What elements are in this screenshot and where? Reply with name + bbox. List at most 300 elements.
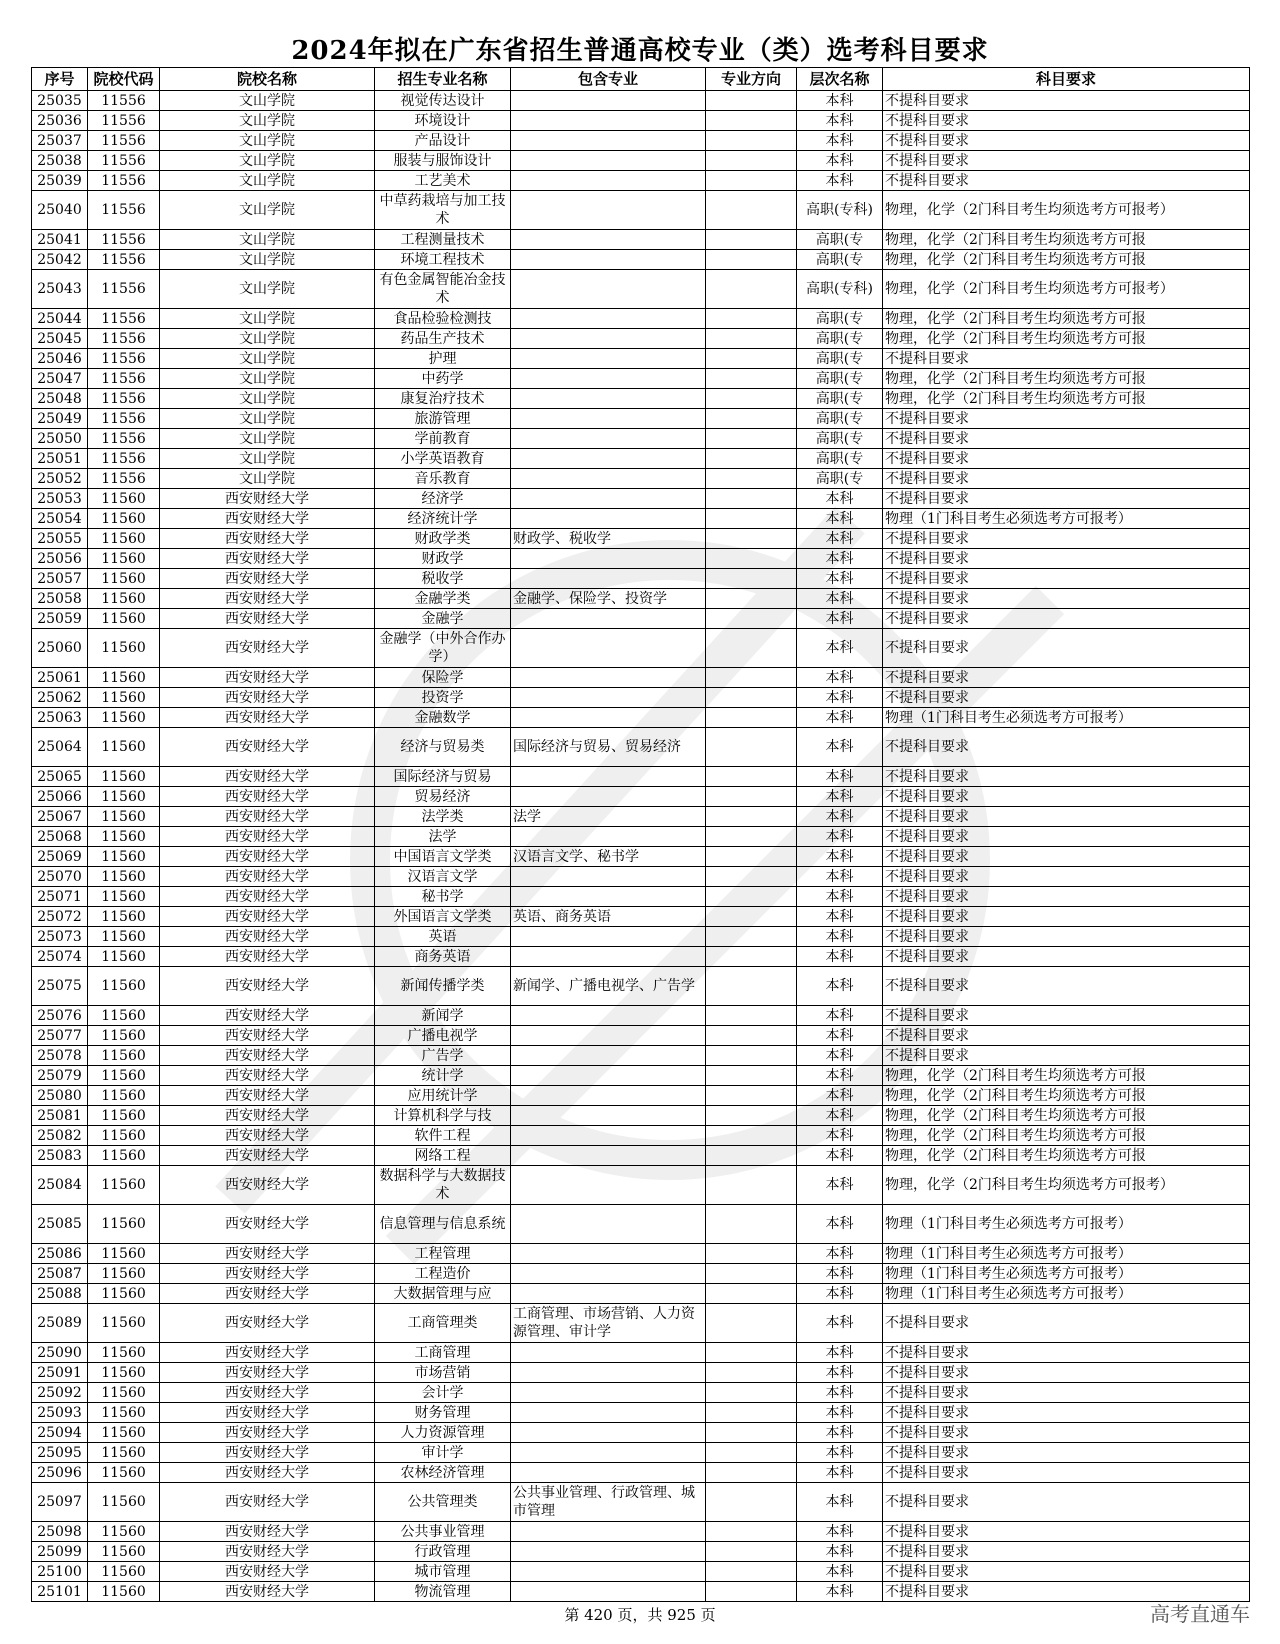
- col-included-majors-cell: [511, 1542, 706, 1562]
- col-level-cell: 本科: [797, 1363, 883, 1383]
- col-seq-cell: 25037: [32, 131, 88, 151]
- col-school-name-cell: 西安财经大学: [160, 489, 375, 509]
- col-school-code-cell: 11560: [88, 489, 160, 509]
- table-row: [32, 1304, 1250, 1343]
- col-school-name-cell: 文山学院: [160, 429, 375, 449]
- col-school-name-cell: 西安财经大学: [160, 1284, 375, 1304]
- col-seq-cell: 25064: [32, 728, 88, 767]
- col-included-majors-cell: [511, 250, 706, 270]
- col-direction-cell: [706, 767, 797, 787]
- col-subject-req-cell: 物理，化学（2门科目考生均须选考方可报: [883, 369, 1250, 389]
- col-school-name-cell: 文山学院: [160, 369, 375, 389]
- col-level-header: 层次名称: [797, 68, 883, 91]
- col-school-name-cell: 西安财经大学: [160, 1363, 375, 1383]
- col-subject-req-cell: 物理，化学（2门科目考生均须选考方可报考）: [883, 191, 1250, 230]
- col-school-code-cell: 11560: [88, 569, 160, 589]
- col-school-name-cell: 西安财经大学: [160, 887, 375, 907]
- col-school-code-cell: 11556: [88, 151, 160, 171]
- col-direction-cell: [706, 449, 797, 469]
- col-included-majors-cell: [511, 1582, 706, 1602]
- table-row: [32, 767, 1250, 787]
- table-row: [32, 967, 1250, 1006]
- col-direction-cell: [706, 1582, 797, 1602]
- table-header-row: [32, 68, 1250, 91]
- col-subject-req-cell: 不提科目要求: [883, 1423, 1250, 1443]
- col-direction-cell: [706, 389, 797, 409]
- col-school-code-cell: 11560: [88, 1522, 160, 1542]
- col-school-code-cell: 11560: [88, 1423, 160, 1443]
- col-direction-cell: [706, 1304, 797, 1343]
- col-school-code-cell: 11556: [88, 91, 160, 111]
- col-included-majors-cell: 英语、商务英语: [511, 907, 706, 927]
- col-seq-cell: 25043: [32, 270, 88, 309]
- col-direction-cell: [706, 609, 797, 629]
- col-school-code-cell: 11560: [88, 629, 160, 668]
- col-school-code-cell: 11560: [88, 927, 160, 947]
- col-major-name-cell: 工商管理: [375, 1343, 511, 1363]
- col-seq-cell: 25039: [32, 171, 88, 191]
- table-row: [32, 807, 1250, 827]
- col-included-majors-cell: [511, 1126, 706, 1146]
- table-row: [32, 1542, 1250, 1562]
- col-school-code-cell: 11560: [88, 668, 160, 688]
- col-school-name-cell: 西安财经大学: [160, 787, 375, 807]
- col-seq-cell: 25038: [32, 151, 88, 171]
- col-school-code-cell: 11560: [88, 589, 160, 609]
- col-school-name-cell: 文山学院: [160, 111, 375, 131]
- col-included-majors-header: 包含专业: [511, 68, 706, 91]
- col-included-majors-cell: [511, 111, 706, 131]
- col-school-name-cell: 西安财经大学: [160, 1304, 375, 1343]
- col-major-name-cell: 应用统计学: [375, 1086, 511, 1106]
- col-school-name-cell: 西安财经大学: [160, 767, 375, 787]
- table-row: [32, 1106, 1250, 1126]
- col-major-name-cell: 公共管理类: [375, 1483, 511, 1522]
- col-included-majors-cell: [511, 509, 706, 529]
- col-school-name-cell: 西安财经大学: [160, 927, 375, 947]
- col-school-code-header: 院校代码: [88, 68, 160, 91]
- col-seq-cell: 25088: [32, 1284, 88, 1304]
- col-seq-cell: 25074: [32, 947, 88, 967]
- page-title: 2024年拟在广东省招生普通高校专业（类）选考科目要求: [291, 36, 989, 66]
- col-direction-cell: [706, 589, 797, 609]
- col-school-code-cell: 11556: [88, 131, 160, 151]
- col-school-code-cell: 11556: [88, 250, 160, 270]
- col-major-name-cell: 软件工程: [375, 1126, 511, 1146]
- col-subject-req-cell: 不提科目要求: [883, 1403, 1250, 1423]
- col-direction-cell: [706, 1443, 797, 1463]
- col-included-majors-cell: 法学: [511, 807, 706, 827]
- col-major-name-cell: 物流管理: [375, 1582, 511, 1602]
- col-subject-req-cell: 不提科目要求: [883, 967, 1250, 1006]
- col-level-cell: 高职(专: [797, 309, 883, 329]
- col-school-code-cell: 11560: [88, 1006, 160, 1026]
- col-subject-req-cell: 物理（1门科目考生必须选考方可报考）: [883, 1264, 1250, 1284]
- col-included-majors-cell: 公共事业管理、行政管理、城市管理: [511, 1483, 706, 1522]
- col-seq-cell: 25050: [32, 429, 88, 449]
- col-school-name-cell: 文山学院: [160, 469, 375, 489]
- col-seq-cell: 25067: [32, 807, 88, 827]
- col-major-name-cell: 市场营销: [375, 1363, 511, 1383]
- col-direction-cell: [706, 230, 797, 250]
- col-major-name-cell: 药品生产技术: [375, 329, 511, 349]
- col-school-name-cell: 西安财经大学: [160, 1086, 375, 1106]
- col-seq-cell: 25036: [32, 111, 88, 131]
- col-school-name-cell: 文山学院: [160, 151, 375, 171]
- col-direction-cell: [706, 1086, 797, 1106]
- col-included-majors-cell: [511, 369, 706, 389]
- col-school-code-cell: 11560: [88, 688, 160, 708]
- col-included-majors-cell: [511, 1284, 706, 1304]
- col-subject-req-cell: 不提科目要求: [883, 1343, 1250, 1363]
- col-subject-req-cell: 不提科目要求: [883, 668, 1250, 688]
- col-level-cell: 本科: [797, 1284, 883, 1304]
- col-direction-cell: [706, 688, 797, 708]
- table-row: [32, 1522, 1250, 1542]
- table-row: [32, 329, 1250, 349]
- col-subject-req-cell: 物理，化学（2门科目考生均须选考方可报考）: [883, 270, 1250, 309]
- col-level-cell: 高职(专: [797, 469, 883, 489]
- col-major-name-cell: 新闻学: [375, 1006, 511, 1026]
- col-subject-req-cell: 不提科目要求: [883, 529, 1250, 549]
- col-included-majors-cell: [511, 429, 706, 449]
- col-level-cell: 本科: [797, 529, 883, 549]
- col-seq-cell: 25059: [32, 609, 88, 629]
- col-seq-cell: 25062: [32, 688, 88, 708]
- col-school-name-cell: 西安财经大学: [160, 807, 375, 827]
- col-seq-cell: 25100: [32, 1562, 88, 1582]
- col-level-cell: 高职(专: [797, 349, 883, 369]
- col-direction-cell: [706, 569, 797, 589]
- col-level-cell: 本科: [797, 1126, 883, 1146]
- col-subject-req-cell: 不提科目要求: [883, 489, 1250, 509]
- col-school-name-cell: 西安财经大学: [160, 1146, 375, 1166]
- col-direction-cell: [706, 887, 797, 907]
- col-school-code-cell: 11560: [88, 827, 160, 847]
- col-seq-cell: 25094: [32, 1423, 88, 1443]
- col-major-name-cell: 投资学: [375, 688, 511, 708]
- col-school-code-cell: 11560: [88, 1483, 160, 1522]
- col-major-name-cell: 工程测量技术: [375, 230, 511, 250]
- col-seq-cell: 25098: [32, 1522, 88, 1542]
- col-seq-cell: 25087: [32, 1264, 88, 1284]
- col-major-name-cell: 环境设计: [375, 111, 511, 131]
- col-school-code-cell: 11560: [88, 807, 160, 827]
- col-level-cell: 高职(专科): [797, 191, 883, 230]
- col-subject-req-cell: 不提科目要求: [883, 787, 1250, 807]
- col-included-majors-cell: 汉语言文学、秘书学: [511, 847, 706, 867]
- col-seq-cell: 25041: [32, 230, 88, 250]
- col-seq-cell: 25069: [32, 847, 88, 867]
- col-major-name-cell: 中药学: [375, 369, 511, 389]
- col-subject-req-cell: 不提科目要求: [883, 847, 1250, 867]
- col-level-cell: 本科: [797, 1304, 883, 1343]
- col-subject-req-cell: 不提科目要求: [883, 449, 1250, 469]
- col-direction-cell: [706, 489, 797, 509]
- col-school-code-cell: 11556: [88, 429, 160, 449]
- col-level-cell: 本科: [797, 1483, 883, 1522]
- table-row: [32, 171, 1250, 191]
- col-school-code-cell: 11560: [88, 1383, 160, 1403]
- col-included-majors-cell: [511, 270, 706, 309]
- table-row: [32, 787, 1250, 807]
- col-direction-cell: [706, 1284, 797, 1304]
- col-major-name-cell: 财政学类: [375, 529, 511, 549]
- col-level-cell: 本科: [797, 847, 883, 867]
- col-school-name-cell: 西安财经大学: [160, 549, 375, 569]
- col-school-name-cell: 文山学院: [160, 230, 375, 250]
- col-subject-req-cell: 物理，化学（2门科目考生均须选考方可报: [883, 1106, 1250, 1126]
- col-included-majors-cell: [511, 827, 706, 847]
- col-included-majors-cell: [511, 171, 706, 191]
- table-row: [32, 309, 1250, 329]
- table-row: [32, 509, 1250, 529]
- col-school-name-cell: 西安财经大学: [160, 1463, 375, 1483]
- col-major-name-cell: 行政管理: [375, 1542, 511, 1562]
- col-direction-cell: [706, 1046, 797, 1066]
- col-seq-cell: 25044: [32, 309, 88, 329]
- col-major-name-cell: 经济统计学: [375, 509, 511, 529]
- col-subject-req-cell: 物理，化学（2门科目考生均须选考方可报: [883, 1086, 1250, 1106]
- col-included-majors-cell: 财政学、税收学: [511, 529, 706, 549]
- col-subject-req-cell: 不提科目要求: [883, 947, 1250, 967]
- col-seq-cell: 25091: [32, 1363, 88, 1383]
- table-row: [32, 449, 1250, 469]
- col-level-cell: 本科: [797, 708, 883, 728]
- col-school-name-cell: 西安财经大学: [160, 728, 375, 767]
- col-direction-cell: [706, 469, 797, 489]
- col-major-name-cell: 保险学: [375, 668, 511, 688]
- col-school-code-cell: 11560: [88, 1066, 160, 1086]
- col-direction-cell: [706, 947, 797, 967]
- table-row: [32, 629, 1250, 668]
- col-level-cell: 本科: [797, 629, 883, 668]
- col-level-cell: 高职(专: [797, 369, 883, 389]
- col-major-name-cell: 工商管理类: [375, 1304, 511, 1343]
- col-school-code-cell: 11556: [88, 329, 160, 349]
- col-major-name-cell: 金融学（中外合作办学）: [375, 629, 511, 668]
- col-school-code-cell: 11560: [88, 767, 160, 787]
- col-subject-req-cell: 物理，化学（2门科目考生均须选考方可报: [883, 1066, 1250, 1086]
- col-school-code-cell: 11556: [88, 389, 160, 409]
- col-school-code-cell: 11556: [88, 309, 160, 329]
- col-direction-cell: [706, 329, 797, 349]
- col-direction-cell: [706, 529, 797, 549]
- col-included-majors-cell: [511, 1463, 706, 1483]
- col-seq-cell: 25082: [32, 1126, 88, 1146]
- table-row: [32, 907, 1250, 927]
- col-major-name-cell: 经济与贸易类: [375, 728, 511, 767]
- table-row: [32, 230, 1250, 250]
- col-subject-req-cell: 不提科目要求: [883, 469, 1250, 489]
- col-school-code-cell: 11560: [88, 1166, 160, 1205]
- table-row: [32, 1582, 1250, 1602]
- col-major-name-cell: 公共事业管理: [375, 1522, 511, 1542]
- col-subject-req-cell: 不提科目要求: [883, 1483, 1250, 1522]
- col-direction-cell: [706, 191, 797, 230]
- table-row: [32, 151, 1250, 171]
- col-school-name-cell: 西安财经大学: [160, 1026, 375, 1046]
- col-subject-req-cell: 不提科目要求: [883, 1463, 1250, 1483]
- col-school-name-cell: 西安财经大学: [160, 827, 375, 847]
- col-school-code-cell: 11556: [88, 469, 160, 489]
- col-direction-cell: [706, 1522, 797, 1542]
- col-major-name-cell: 金融学: [375, 609, 511, 629]
- col-major-name-cell: 英语: [375, 927, 511, 947]
- col-subject-req-cell: 不提科目要求: [883, 1522, 1250, 1542]
- col-school-name-cell: 西安财经大学: [160, 1383, 375, 1403]
- col-subject-req-cell: 不提科目要求: [883, 907, 1250, 927]
- col-major-name-cell: 服装与服饰设计: [375, 151, 511, 171]
- col-seq-cell: 25090: [32, 1343, 88, 1363]
- col-direction-cell: [706, 349, 797, 369]
- col-school-name-cell: 西安财经大学: [160, 847, 375, 867]
- table-row: [32, 867, 1250, 887]
- col-level-cell: 本科: [797, 1403, 883, 1423]
- col-major-name-cell: 统计学: [375, 1066, 511, 1086]
- col-school-name-cell: 西安财经大学: [160, 1264, 375, 1284]
- col-school-name-cell: 西安财经大学: [160, 1423, 375, 1443]
- col-seq-cell: 25099: [32, 1542, 88, 1562]
- col-direction-cell: [706, 1363, 797, 1383]
- col-seq-cell: 25086: [32, 1244, 88, 1264]
- col-direction-cell: [706, 1026, 797, 1046]
- col-school-code-cell: 11560: [88, 708, 160, 728]
- table-row: [32, 1166, 1250, 1205]
- col-school-name-cell: 文山学院: [160, 449, 375, 469]
- col-school-code-cell: 11560: [88, 1106, 160, 1126]
- col-direction-cell: [706, 131, 797, 151]
- col-school-code-cell: 11560: [88, 1463, 160, 1483]
- col-subject-req-cell: 物理（1门科目考生必须选考方可报考）: [883, 1244, 1250, 1264]
- col-level-cell: 高职(专: [797, 389, 883, 409]
- col-school-code-cell: 11556: [88, 111, 160, 131]
- table-row: [32, 369, 1250, 389]
- col-school-code-cell: 11560: [88, 529, 160, 549]
- col-included-majors-cell: [511, 1026, 706, 1046]
- col-school-code-cell: 11560: [88, 1403, 160, 1423]
- table-row: [32, 1244, 1250, 1264]
- col-school-name-cell: 文山学院: [160, 329, 375, 349]
- col-included-majors-cell: [511, 309, 706, 329]
- col-school-code-cell: 11556: [88, 191, 160, 230]
- col-major-name-cell: 人力资源管理: [375, 1423, 511, 1443]
- col-school-code-cell: 11560: [88, 1304, 160, 1343]
- col-major-name-cell: 工程管理: [375, 1244, 511, 1264]
- table-row: [32, 1403, 1250, 1423]
- col-subject-req-cell: 物理（1门科目考生必须选考方可报考）: [883, 509, 1250, 529]
- col-major-name-cell: 会计学: [375, 1383, 511, 1403]
- col-level-cell: 本科: [797, 489, 883, 509]
- col-school-code-cell: 11560: [88, 1443, 160, 1463]
- col-school-name-cell: 西安财经大学: [160, 629, 375, 668]
- col-school-code-cell: 11560: [88, 1244, 160, 1264]
- table-row: [32, 529, 1250, 549]
- col-included-majors-cell: 金融学、保险学、投资学: [511, 589, 706, 609]
- col-subject-req-cell: 不提科目要求: [883, 111, 1250, 131]
- col-direction-cell: [706, 1264, 797, 1284]
- col-subject-req-cell: 不提科目要求: [883, 728, 1250, 767]
- col-major-name-cell: 广告学: [375, 1046, 511, 1066]
- col-direction-cell: [706, 1483, 797, 1522]
- table-row: [32, 1006, 1250, 1026]
- col-level-cell: 本科: [797, 1582, 883, 1602]
- table-row: [32, 1205, 1250, 1244]
- table-row: [32, 887, 1250, 907]
- col-level-cell: 高职(专科): [797, 270, 883, 309]
- col-school-code-cell: 11560: [88, 1363, 160, 1383]
- col-level-cell: 高职(专: [797, 329, 883, 349]
- col-school-code-cell: 11560: [88, 1582, 160, 1602]
- col-subject-req-cell: 不提科目要求: [883, 171, 1250, 191]
- col-school-code-cell: 11556: [88, 409, 160, 429]
- col-subject-req-cell: 物理，化学（2门科目考生均须选考方可报: [883, 329, 1250, 349]
- table-row: [32, 708, 1250, 728]
- col-direction-header: 专业方向: [706, 68, 797, 91]
- col-level-cell: 本科: [797, 1046, 883, 1066]
- col-direction-cell: [706, 309, 797, 329]
- col-level-cell: 本科: [797, 907, 883, 927]
- col-seq-cell: 25045: [32, 329, 88, 349]
- col-major-name-cell: 财政学: [375, 549, 511, 569]
- col-seq-cell: 25057: [32, 569, 88, 589]
- col-subject-req-cell: 物理（1门科目考生必须选考方可报考）: [883, 1205, 1250, 1244]
- col-level-cell: 本科: [797, 1343, 883, 1363]
- col-included-majors-cell: [511, 708, 706, 728]
- col-school-name-cell: 西安财经大学: [160, 589, 375, 609]
- col-subject-req-cell: 不提科目要求: [883, 1443, 1250, 1463]
- table-row: [32, 1086, 1250, 1106]
- col-seq-cell: 25061: [32, 668, 88, 688]
- table-row: [32, 469, 1250, 489]
- col-direction-cell: [706, 91, 797, 111]
- col-subject-req-cell: 物理，化学（2门科目考生均须选考方可报: [883, 1126, 1250, 1146]
- col-level-cell: 本科: [797, 91, 883, 111]
- col-direction-cell: [706, 867, 797, 887]
- col-subject-req-cell: 不提科目要求: [883, 1582, 1250, 1602]
- col-level-cell: 高职(专: [797, 429, 883, 449]
- col-direction-cell: [706, 1205, 797, 1244]
- col-school-name-cell: 文山学院: [160, 389, 375, 409]
- col-subject-req-cell: 物理（1门科目考生必须选考方可报考）: [883, 1284, 1250, 1304]
- col-school-code-cell: 11560: [88, 867, 160, 887]
- col-seq-cell: 25084: [32, 1166, 88, 1205]
- col-level-cell: 本科: [797, 1166, 883, 1205]
- col-included-majors-cell: [511, 1146, 706, 1166]
- col-major-name-cell: 产品设计: [375, 131, 511, 151]
- col-subject-req-cell: 不提科目要求: [883, 1542, 1250, 1562]
- col-school-name-cell: 文山学院: [160, 91, 375, 111]
- col-direction-cell: [706, 907, 797, 927]
- col-school-name-header: 院校名称: [160, 68, 375, 91]
- col-included-majors-cell: [511, 489, 706, 509]
- col-direction-cell: [706, 250, 797, 270]
- col-included-majors-cell: [511, 1244, 706, 1264]
- col-school-name-cell: 西安财经大学: [160, 1006, 375, 1026]
- col-major-name-cell: 税收学: [375, 569, 511, 589]
- col-major-name-cell: 护理: [375, 349, 511, 369]
- col-included-majors-cell: [511, 1264, 706, 1284]
- col-seq-cell: 25101: [32, 1582, 88, 1602]
- col-subject-req-cell: 不提科目要求: [883, 349, 1250, 369]
- col-level-cell: 本科: [797, 549, 883, 569]
- col-direction-cell: [706, 171, 797, 191]
- col-level-cell: 本科: [797, 867, 883, 887]
- col-level-cell: 本科: [797, 807, 883, 827]
- col-major-name-cell: 网络工程: [375, 1146, 511, 1166]
- col-subject-req-cell: 物理，化学（2门科目考生均须选考方可报考）: [883, 1166, 1250, 1205]
- col-school-code-cell: 11556: [88, 230, 160, 250]
